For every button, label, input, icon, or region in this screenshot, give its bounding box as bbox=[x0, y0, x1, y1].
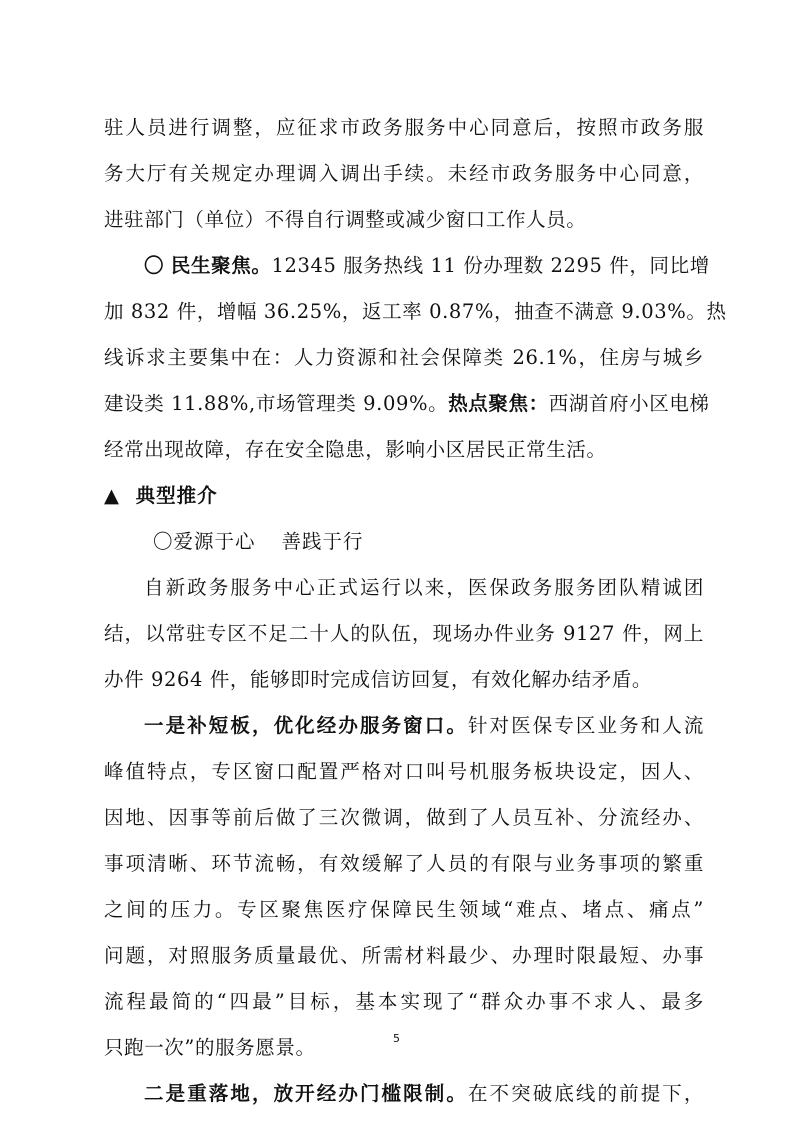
paragraph-line: 办件 9264 件，能够即时完成信访回复，有效化解办结矛盾。 bbox=[104, 668, 653, 691]
subtitle-part-2: 善践于行 bbox=[281, 530, 364, 553]
page-number: 5 bbox=[393, 1032, 400, 1045]
paragraph-line: 峰值特点，专区窗口配置严格对口叫号机服务板块设定，因人、 bbox=[104, 760, 704, 783]
paragraph-line: 自新政务服务中心正式运行以来，医保政务服务团队精诚团 bbox=[144, 576, 704, 599]
article-subtitle bbox=[153, 522, 753, 562]
section-heading-text: 典型推介 bbox=[135, 484, 218, 507]
paragraph-line: 结，以常驻专区不足二十人的队伍，现场办件业务 9127 件，网上 bbox=[104, 622, 704, 645]
point-1-line-1 bbox=[144, 706, 704, 746]
paragraph-line: 加 832 件，增幅 36.25%，返工率 0.87%，抽查不满意 9.03%。热 bbox=[104, 300, 727, 323]
livelihood-title: 民生聚焦。 bbox=[170, 254, 272, 277]
section-heading bbox=[104, 476, 704, 516]
livelihood-text: 建设类 11.88%,市场管理类 9.09%。 bbox=[104, 392, 449, 415]
livelihood-text: 12345 服务热线 11 份办理数 2295 件，同比增 bbox=[271, 254, 710, 277]
livelihood-line-4 bbox=[104, 384, 710, 424]
paragraph-line: 事项清晰、环节流畅，有效缓解了人员的有限与业务事项的繁重 bbox=[104, 852, 704, 875]
paragraph-line: 流程最简的“四最”目标，基本实现了“群众办事不求人、最多 bbox=[104, 990, 704, 1013]
paragraph-line: 之间的压力。专区聚焦医疗保障民生领域“难点、堵点、痛点” bbox=[104, 898, 704, 921]
triangle-marker-icon: ▲ bbox=[104, 484, 120, 507]
point-1-text: 针对医保专区业务和人流 bbox=[467, 714, 704, 737]
point-2-title: 二是重落地，放开经办门槛限制。 bbox=[144, 1082, 468, 1105]
point-1-title: 一是补短板，优化经办服务窗口。 bbox=[144, 714, 468, 737]
paragraph-line: 驻人员进行调整，应征求市政务服务中心同意后，按照市政务服 bbox=[104, 116, 704, 139]
paragraph-line: 务大厅有关规定办理调入调出手续。未经市政务服务中心同意， bbox=[104, 162, 704, 185]
circle-marker-icon: 〇 bbox=[153, 530, 174, 553]
paragraph-line: 只跑一次”的服务愿景。 bbox=[104, 1036, 316, 1059]
paragraph-line: 经常出现故障，存在安全隐患，影响小区居民正常生活。 bbox=[104, 438, 607, 461]
circle-marker-icon: 〇 bbox=[144, 254, 165, 277]
paragraph-line: 进驻部门（单位）不得自行调整或减少窗口工作人员。 bbox=[104, 208, 587, 231]
paragraph-line: 线诉求主要集中在：人力资源和社会保障类 26.1%，住房与城乡 bbox=[104, 346, 704, 369]
livelihood-line-1 bbox=[144, 246, 710, 286]
point-2-text: 在不突破底线的前提下， bbox=[467, 1082, 704, 1105]
livelihood-text: 西湖首府小区电梯 bbox=[548, 392, 710, 415]
hotspot-label: 热点聚焦： bbox=[448, 392, 549, 415]
subtitle-part-1: 爱源于心 bbox=[173, 530, 256, 553]
point-2-line-1 bbox=[144, 1074, 704, 1114]
paragraph-line: 因地、因事等前后做了三次微调，做到了人员互补、分流经办、 bbox=[104, 806, 704, 829]
paragraph-line: 问题，对照服务质量最优、所需材料最少、办理时限最短、办事 bbox=[104, 944, 704, 967]
